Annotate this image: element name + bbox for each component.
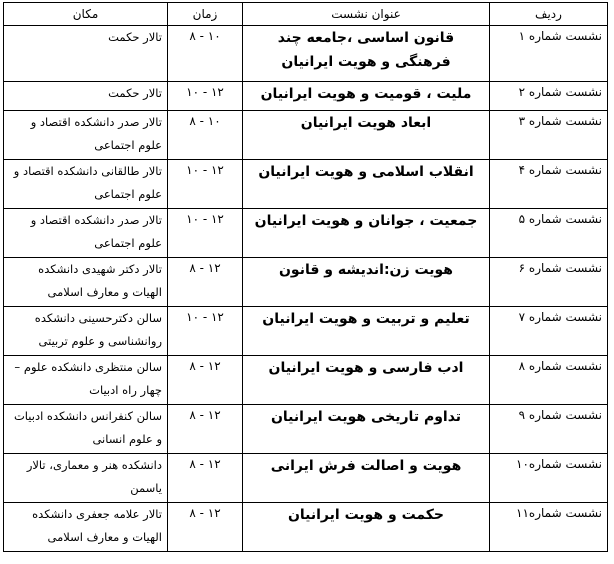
table-row (4, 26, 608, 82)
session-title: ابعاد هویت ایرانیان (243, 111, 490, 160)
session-number: نشست شماره ۳ (490, 111, 608, 160)
session-title: جمعیت ، جوانان و هویت ایرانیان (243, 209, 490, 258)
session-number: نشست شماره ۵ (490, 209, 608, 258)
session-number: نشست شماره ۷ (490, 307, 608, 356)
session-time: ۸ - ۱۰ (168, 111, 243, 160)
session-place: سالن کنفرانس دانشکده ادبیات و علوم انسانی (4, 405, 168, 454)
session-place: سالن منتظری دانشکده علوم – چهار راه ادبیات (4, 356, 168, 405)
session-time: ۸ - ۱۲ (168, 454, 243, 503)
header-place: مکان (4, 3, 168, 26)
table-row (4, 258, 608, 307)
table-header-row (4, 3, 608, 26)
session-number: نشست شماره ۴ (490, 160, 608, 209)
table-row (4, 111, 608, 160)
session-time: ۱۰ - ۱۲ (168, 82, 243, 111)
session-time: ۸ - ۱۰ (168, 26, 243, 82)
session-place: دانشکده هنر و معماری، تالار یاسمن (4, 454, 168, 503)
session-place: تالار صدر دانشکده اقتصاد و علوم اجتماعی (4, 111, 168, 160)
session-time: ۱۰ - ۱۲ (168, 307, 243, 356)
sessions-table (3, 2, 608, 552)
table-row (4, 82, 608, 111)
session-place: تالار علامه جعفری دانشکده الهیات و معارف اسلامی (4, 503, 168, 552)
session-time: ۸ - ۱۲ (168, 503, 243, 552)
session-time: ۸ - ۱۲ (168, 405, 243, 454)
session-place: تالار حکمت (4, 82, 168, 111)
session-time: ۱۰ - ۱۲ (168, 209, 243, 258)
session-number: نشست شماره ۲ (490, 82, 608, 111)
table-row (4, 356, 608, 405)
table-row (4, 405, 608, 454)
session-time: ۸ - ۱۲ (168, 356, 243, 405)
session-time: ۱۰ - ۱۲ (168, 160, 243, 209)
session-title: تداوم تاریخی هویت ایرانیان (243, 405, 490, 454)
session-title: حکمت و هویت ایرانیان (243, 503, 490, 552)
session-place: تالار طالقانی دانشکده اقتصاد و علوم اجتماعی (4, 160, 168, 209)
session-title: هویت و اصالت فرش ایرانی (243, 454, 490, 503)
session-number: نشست شماره ۱ (490, 26, 608, 82)
table-row (4, 160, 608, 209)
session-title: تعلیم و تربیت و هویت ایرانیان (243, 307, 490, 356)
session-number: نشست شماره ۶ (490, 258, 608, 307)
session-title: هویت زن:اندیشه و قانون (243, 258, 490, 307)
table-row (4, 209, 608, 258)
header-time: زمان (168, 3, 243, 26)
session-place: سالن دکترحسینی دانشکده روانشناسی و علوم تربیتی (4, 307, 168, 356)
header-row-number: ردیف (490, 3, 608, 26)
session-title: انقلاب اسلامی و هویت ایرانیان (243, 160, 490, 209)
session-time: ۸ - ۱۲ (168, 258, 243, 307)
session-number: نشست شماره ۹ (490, 405, 608, 454)
session-title: ملیت ، قومیت و هویت ایرانیان (243, 82, 490, 111)
table-row (4, 503, 608, 552)
table-row (4, 454, 608, 503)
header-session-title: عنوان نشست (243, 3, 490, 26)
session-title: قانون اساسی ،جامعه چند فرهنگی و هویت ایرانیان (243, 26, 490, 82)
session-place: تالار حکمت (4, 26, 168, 82)
session-place: تالار صدر دانشکده اقتصاد و علوم اجتماعی (4, 209, 168, 258)
session-number: نشست شماره ۸ (490, 356, 608, 405)
session-number: نشست شماره۱۰ (490, 454, 608, 503)
session-title: ادب فارسی و هویت ایرانیان (243, 356, 490, 405)
session-number: نشست شماره۱۱ (490, 503, 608, 552)
session-place: تالار دکتر شهیدی دانشکده الهیات و معارف اسلامی (4, 258, 168, 307)
table-row (4, 307, 608, 356)
